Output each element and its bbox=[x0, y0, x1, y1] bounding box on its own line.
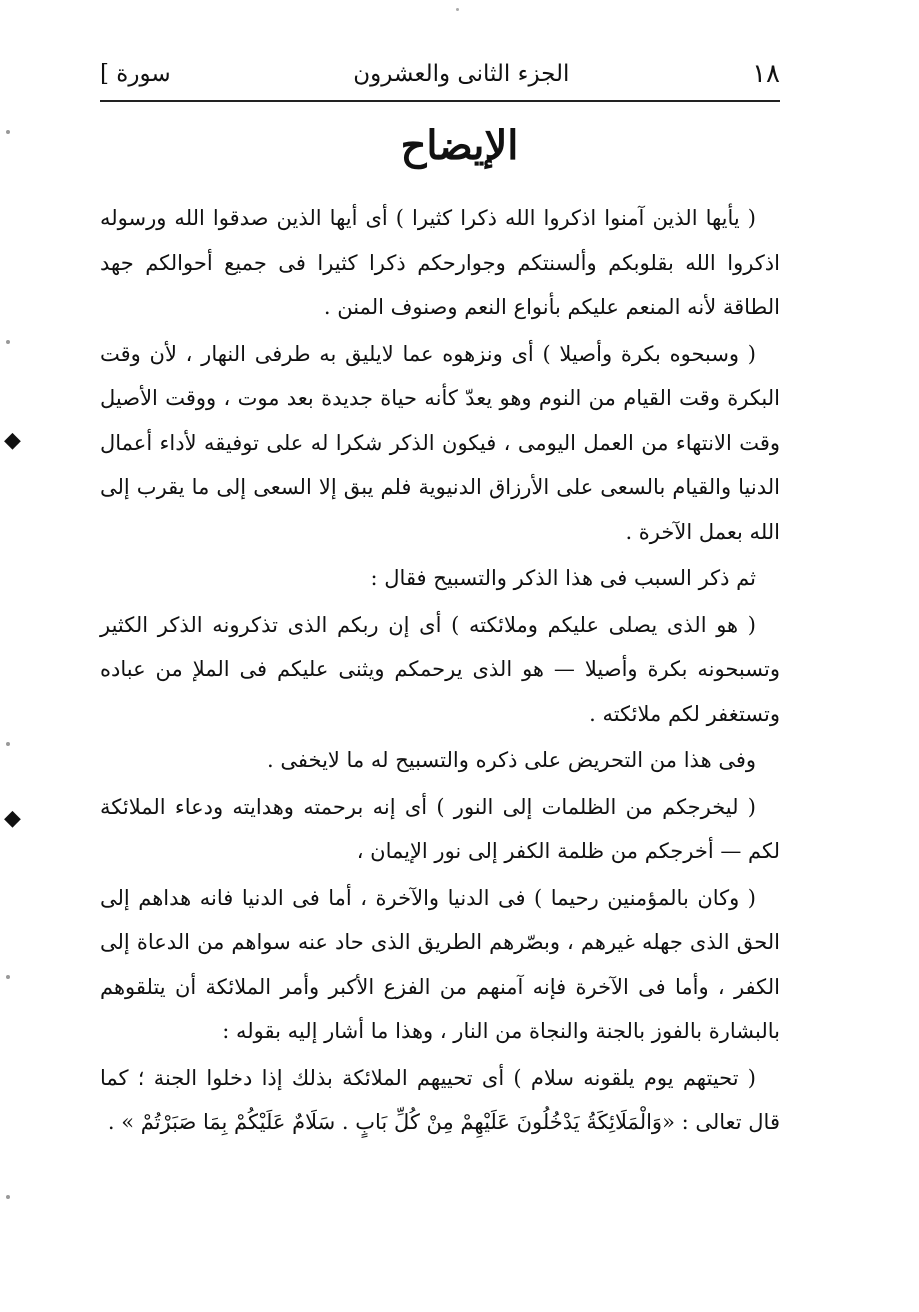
surah-label: سورة ] bbox=[100, 61, 171, 87]
paragraph: ( تحيتهم يوم يلقونه سلام ) أى تحييهم الملائكة بذلك إذا دخلوا الجنة ؛ كما قال تعالى : «وَالْمَلَائِكَةُ يَدْخُلُونَ عَلَيْهِمْ مِنْ كُلِّ بَابٍ . سَلَامٌ عَلَيْكُمْ بِمَا صَبَرْتُمْ » . bbox=[100, 1065, 780, 1134]
margin-speck bbox=[6, 340, 10, 344]
scan-speck bbox=[456, 8, 459, 11]
header-rule bbox=[100, 100, 780, 102]
margin-speck bbox=[6, 130, 10, 134]
margin-ink-mark: ◆ bbox=[4, 806, 21, 831]
section-title: الإيضاح bbox=[400, 122, 519, 169]
paragraph: ( وكان بالمؤمنين رحيما ) فى الدنيا والآخرة ، أما فى الدنيا فانه هداهم إلى الحق الذى جهله غيرهم ، وبصّرهم الطريق الذى حاد عنه سواهم من الدعاة إلى الكفر ، وأما فى الآخرة فإنه آمنهم من الفزع الأكبر وأمر الملائكة أن يتلقوهم بالبشارة بالفوز بالجنة والنجاة من النار ، وهذا ما أشار إليه بقوله : bbox=[100, 885, 780, 1043]
running-title: الجزء الثانى والعشرون bbox=[353, 61, 570, 87]
margin-speck bbox=[6, 975, 10, 979]
paragraph: ( وسبحوه بكرة وأصيلا ) أى ونزهوه عما لايليق به طرفى النهار ، لأن وقت البكرة وقت القيام من النوم وهو يعدّ كأنه حياة جديدة بعد موت ، ووقت الأصيل وقت الانتهاء من العمل اليومى ، فيكون الذكر شكرا له على توفيقه لأداء أعمال الدنيا والقيام بالسعى على الأرزاق الدنيوية فلم يبق إلا السعى إلى ما يقرب إلى الله بعمل الآخرة . bbox=[100, 341, 780, 544]
margin-speck bbox=[6, 1195, 10, 1199]
running-header bbox=[100, 52, 780, 96]
body-text bbox=[100, 196, 780, 1147]
paragraph: ثم ذكر السبب فى هذا الذكر والتسبيح فقال : bbox=[370, 566, 756, 590]
paragraph: وفى هذا من التحريض على ذكره والتسبيح له ما لايخفى . bbox=[267, 748, 756, 772]
paragraph: ( ليخرجكم من الظلمات إلى النور ) أى إنه برحمته وهدايته ودعاء الملائكة لكم — أخرجكم من ظلمة الكفر إلى نور الإيمان ، bbox=[100, 794, 780, 863]
page-number: ١٨ bbox=[752, 59, 780, 89]
paragraph: ( يأيها الذين آمنوا اذكروا الله ذكرا كثيرا ) أى أيها الذين صدقوا الله ورسوله اذكروا الله بقلوبكم وألسنتكم وجوارحكم ذكرا كثيرا فى جميع أحوالكم جهد الطاقة لأنه المنعم عليكم بأنواع النعم وصنوف المنن . bbox=[100, 206, 780, 319]
margin-ink-mark: ◆ bbox=[4, 428, 21, 453]
margin-speck bbox=[6, 742, 10, 746]
paragraph: ( هو الذى يصلى عليكم وملائكته ) أى إن ربكم الذى تذكرونه الذكر الكثير وتسبحونه بكرة وأصيلا — هو الذى يرحمكم ويثنى عليكم فى الملإ من عباده وتستغفر لكم ملائكته . bbox=[100, 612, 780, 726]
